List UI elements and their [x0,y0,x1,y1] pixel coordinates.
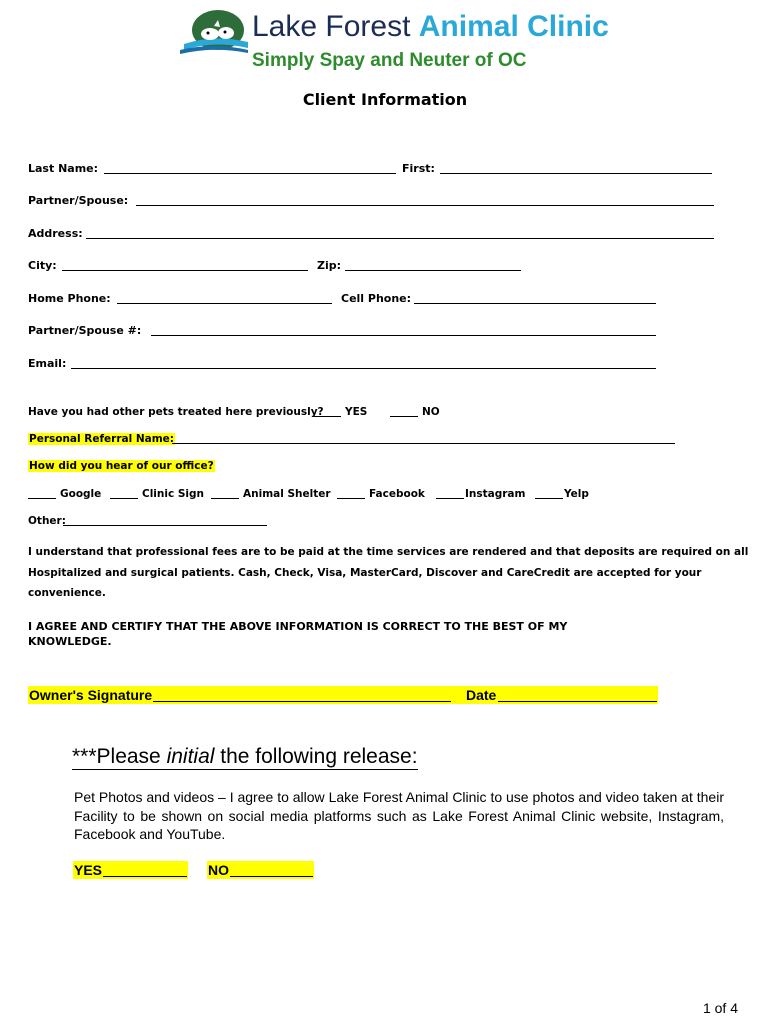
form-title: Client Information [302,90,468,109]
partner-spouse-field[interactable] [136,205,714,206]
pets-question: Have you had other pets treated here previously? [28,406,324,418]
hear-google-field[interactable] [28,498,56,499]
hear-option-google: Google [60,488,102,500]
email-field[interactable] [71,368,656,369]
city-field[interactable] [62,270,308,271]
release-no-field[interactable] [230,876,313,877]
release-yes-label: YES [74,862,103,878]
hear-option-animal-shelter: Animal Shelter [243,488,331,500]
date-field[interactable] [498,701,657,702]
release-text: Pet Photos and videos – I agree to allow Lake Forest Animal Clinic to use photos and video taken at their Facility to be shown on social media platforms such as Lake Forest Animal Clinic website, Instagram, Facebook and YouTube. [74,789,724,842]
hear-facebook-field[interactable] [337,498,365,499]
hear-animal-shelter-field[interactable] [211,498,239,499]
clinic-logo-icon [178,6,250,56]
certify-line-2: KNOWLEDGE. [28,635,112,648]
pets-yes-label: YES [345,406,368,418]
clinic-name-part1: Lake Forest [252,10,411,43]
partner-spouse-number-label: Partner/Spouse #: [28,324,142,337]
release-no-label: NO [208,862,229,878]
partner-spouse-number-field[interactable] [151,335,656,336]
release-prefix: ***Please [72,745,167,768]
terms-line-3: convenience. [28,587,106,599]
hear-option-facebook: Facebook [369,488,425,500]
release-heading-underline [72,769,418,770]
zip-label: Zip: [317,259,342,272]
hear-option-clinic-sign: Clinic Sign [142,488,205,500]
partner-spouse-label: Partner/Spouse: [28,194,129,207]
email-label: Email: [28,357,67,370]
date-label: Date [466,687,497,703]
release-suffix: the following release: [214,745,418,768]
city-label: City: [28,259,57,272]
referral-label: Personal Referral Name: [29,433,175,445]
hear-option-yelp: Yelp [564,488,589,500]
cell-phone-label: Cell Phone: [341,292,412,305]
pets-no-label: NO [422,406,440,418]
home-phone-label: Home Phone: [28,292,111,305]
address-label: Address: [28,227,83,240]
hear-instagram-field[interactable] [436,498,464,499]
zip-field[interactable] [345,270,521,271]
first-name-field[interactable] [440,173,712,174]
owner-signature-field[interactable] [153,701,451,702]
other-label: Other: [28,515,66,527]
cell-phone-field[interactable] [414,303,656,304]
home-phone-field[interactable] [117,303,332,304]
terms-line-1: I understand that professional fees are to be paid at the time services are rendered and that deposits are required on all [28,546,749,558]
referral-field[interactable] [172,443,675,444]
pets-yes-field[interactable] [314,416,341,417]
certify-line-1: I AGREE AND CERTIFY THAT THE ABOVE INFORMATION IS CORRECT TO THE BEST OF MY [28,620,568,633]
clinic-name [252,10,609,44]
hear-question: How did you hear of our office? [29,460,214,472]
hear-clinic-sign-field[interactable] [110,498,138,499]
clinic-name-part2: Animal Clinic [418,10,609,43]
address-field[interactable] [86,238,714,239]
tagline: Simply Spay and Neuter of OC [252,50,527,71]
release-yes-field[interactable] [103,876,187,877]
hear-yelp-field[interactable] [535,498,563,499]
first-name-label: First: [402,162,435,175]
other-field[interactable] [63,525,267,526]
release-initial: initial [166,745,215,768]
release-heading [72,745,418,769]
last-name-label: Last Name: [28,162,99,175]
owner-signature-label: Owner's Signature [29,687,153,703]
pets-no-field[interactable] [390,416,418,417]
terms-line-2: Hospitalized and surgical patients. Cash, Check, Visa, MasterCard, Discover and CareCredit are accepted for your [28,567,702,579]
page-number: 1 of 4 [702,1000,738,1016]
hear-option-instagram: Instagram [465,488,526,500]
last-name-field[interactable] [104,173,396,174]
